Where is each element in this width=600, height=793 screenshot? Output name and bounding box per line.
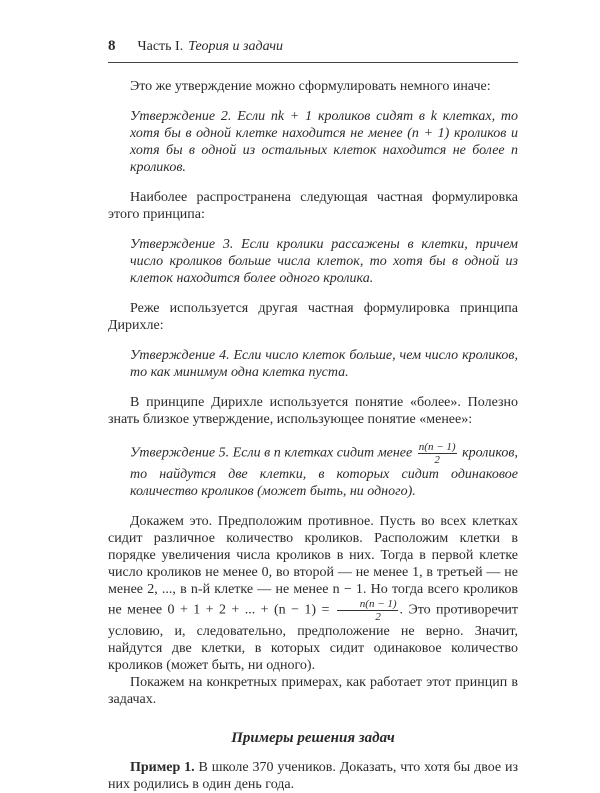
example-text: В школе 370 учеников. Доказать, что хотя бы двое из них родились в один день года. [108, 760, 519, 792]
statement-2: Утверждение 2. Если nk + 1 кроликов сидят в k клетках, то хотя бы в одной клетке находится не менее (n + 1) кроликов и хотя бы в одной из остальных клеток находится не более n кроликов. [130, 109, 518, 175]
page-number: 8 [108, 38, 116, 54]
header-title: Теория и задачи [188, 39, 284, 54]
statement-5 [108, 441, 518, 500]
header-rule [108, 62, 518, 63]
header-part: Часть I. [137, 39, 184, 54]
example-label: Пример 1. [130, 760, 195, 775]
proof-start: Докажем это. Предположим противное. Пусть во всех клетках сидит различное количество кроликов. Расположим клетки в порядке увеличения числа кроликов в них. Тогда в первой клетке число кроликов не менее 0, во второй — не менее 1, в третьей — не менее 2, ..., в n-й клетке — не менее n − 1. Но тогда всего кроликов не менее 0 + 1 + 2 + ... + (n − 1) = [108, 514, 518, 618]
fraction [418, 441, 457, 466]
statement-4: Утверждение 4. Если число клеток больше, чем число кроликов, то как минимум одна клетка пуста. [130, 348, 518, 380]
paragraph-proof [108, 513, 518, 674]
section-title: Примеры решения задач [231, 730, 395, 746]
paragraph-rare: Реже используется другая частная формулировка принципа Дирихле: [108, 301, 518, 333]
fraction-numerator: n(n − 1) [418, 441, 456, 453]
paragraph-examples-intro: Покажем на конкретных примерах, как работает этот принцип в задачах. [108, 675, 518, 707]
statement-5-end: кроликов, то найдутся две клетки, в которых сидит одинаковое количество кроликов (может быть, ни одного). [130, 445, 519, 499]
paragraph-intro: Это же утверждение можно сформулировать немного иначе: [130, 79, 491, 94]
fraction-denominator: 2 [434, 454, 440, 466]
page-body [108, 78, 518, 793]
paragraph-more-less: В принципе Дирихле используется понятие «более». Полезно знать близкое утверждение, использующее понятие «менее»: [108, 395, 518, 427]
paragraph-common: Наиболее распространена следующая частная формулировка этого принципа: [108, 190, 518, 222]
example-1 [108, 759, 518, 793]
proof-end: . Это противоречит условию, и, следовательно, предположение не верно. Значит, найдутся две клетки, в которых сидит одинаковое количество кроликов (может быть, ни одного). [108, 602, 518, 673]
fraction-numerator: n(n − 1) [337, 598, 398, 611]
fraction [337, 598, 398, 623]
statement-3: Утверждение 3. Если кролики рассажены в клетки, причем число кроликов больше числа клеток, то хотя бы в одной из клеток находится более одного кролика. [130, 237, 518, 286]
statement-5-start: Утверждение 5. Если в n клетках сидит менее [130, 445, 413, 461]
fraction-denominator: 2 [375, 611, 381, 623]
page-header [108, 38, 518, 55]
